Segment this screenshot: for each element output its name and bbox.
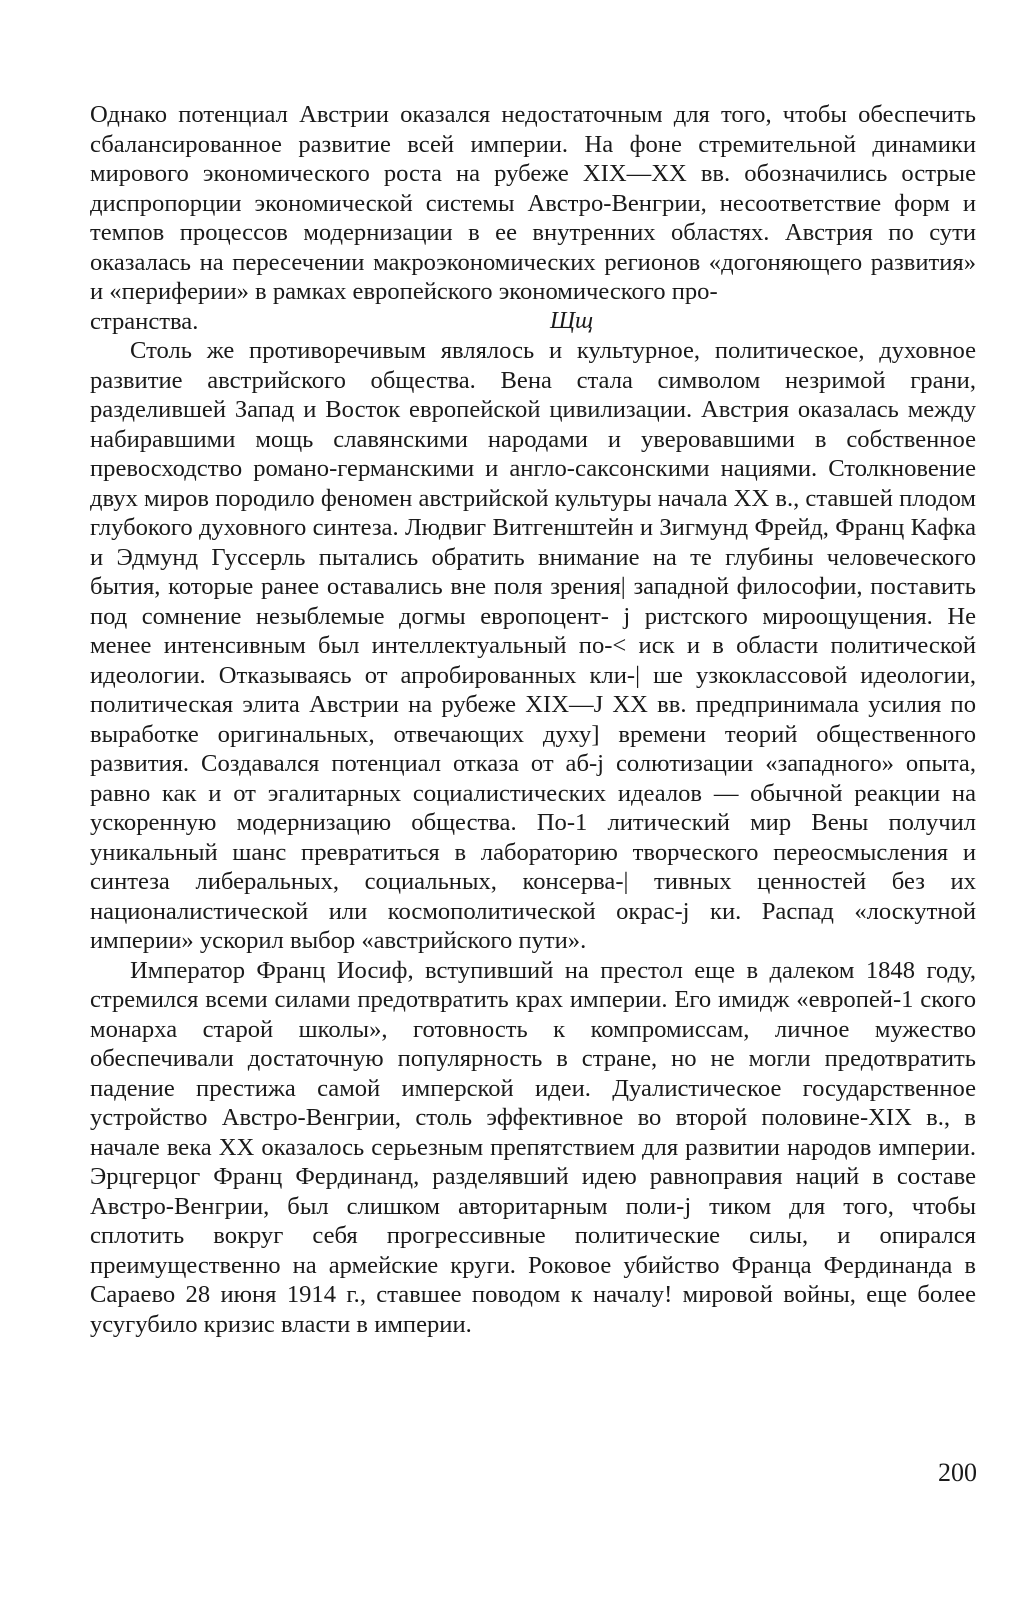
paragraph-2: Столь же противоречивым являлось и культурное, политическое, духовное развитие австрийского общества. Вена стала символом незримой грани, разделившей Запад и Восток европейской цивилизации. Австрия оказалась между набиравшими мощь славянскими народами и уверовавшими в собственное превосходство романо-германскими и англо-саксонскими нациями. Столкновение двух миров породило феномен австрийской культуры начала XX в., ставшей плодом глубокого духовного синтеза. Людвиг Витгенштейн и Зигмунд Фрейд, Франц Кафка и Эдмунд Гуссерль пытались обратить внимание на те глубины человеческого бытия, которые ранее оставались вне поля зрения| западной философии, поставить под сомнение незыблемые догмы европоцент- j ристского мироощущения. Не менее интенсивным был интеллектуальный по-< иск и в области политической идеологии. Отказываясь от апробированных кли-| ше узкоклассовой идеологии, политическая элита Австрии на рубеже XIX—J XX вв. предпринимала усилия по выработке оригинальных, отвечающих духу] времени теорий общественного развития. Создавался потенциал отказа от аб-j солютизации «западного» опыта, равно как и от эгалитарных социалистических идеалов — обычной реакции на ускоренную модернизацию общества. По-1 литический мир Вены получил уникальный шанс превратиться в лабораторию творческого переосмысления и синтеза либеральных, социальных, консерва-| тивных ценностей без их националистической или космополитической окрас-j ки. Распад «лоскутной империи» ускорил выбор «австрийского пути». <box>90 337 976 954</box>
paragraph-3: Император Франц Иосиф, вступивший на престол еще в далеком 1848 году, стремился всеми силами предотвратить крах империи. Его имидж «европей-1 ского монарха старой школы», готовность к компромиссам, личное мужество обеспечивали достаточную популярность в стране, но не могли предотвратить падение престижа самой имперской идеи. Дуалистическое государственное устройство Австро-Венгрии, столь эффективное во второй половине-XIX в., в начале века XX оказалось серьезным препятствием для развитии народов империи. Эрцгерцог Франц Фердинанд, разделявший идею равноправия наций в составе Австро-Венгрии, был слишком авторитарным поли-j тиком для того, чтобы сплотить вокруг себя прогрессивные политические силы, и опирался преимущественно на армейские круги. Роковое убийство Франца Фердинанда в Сараево 28 июня 1914 г., ставшее поводом к началу! мировой войны, еще более усугубило кризис власти в империи. <box>90 956 976 1338</box>
paragraph-1-end-line <box>90 307 976 337</box>
paragraph-1-end: странства. <box>90 307 199 335</box>
paragraph-1: Однако потенциал Австрии оказался недостаточным для того, чтобы обеспечить сбалансированное развитие всей империи. На фоне стремительной динамики мирового экономического роста на рубеже XIX—XX вв. обозначились острые диспропорции экономической системы Австро-Венгрии, несоответствие форм и темпов процессов модернизации в ее внутренних областях. Австрия по сути оказалась на пересечении макроэкономических регионов «догоняющего развития» и «периферии» в рамках европейского экономического про- <box>90 101 976 305</box>
document-body <box>90 100 976 1339</box>
handwritten-scribble: Щщ <box>550 307 594 334</box>
page-number: 200 <box>938 1458 977 1487</box>
